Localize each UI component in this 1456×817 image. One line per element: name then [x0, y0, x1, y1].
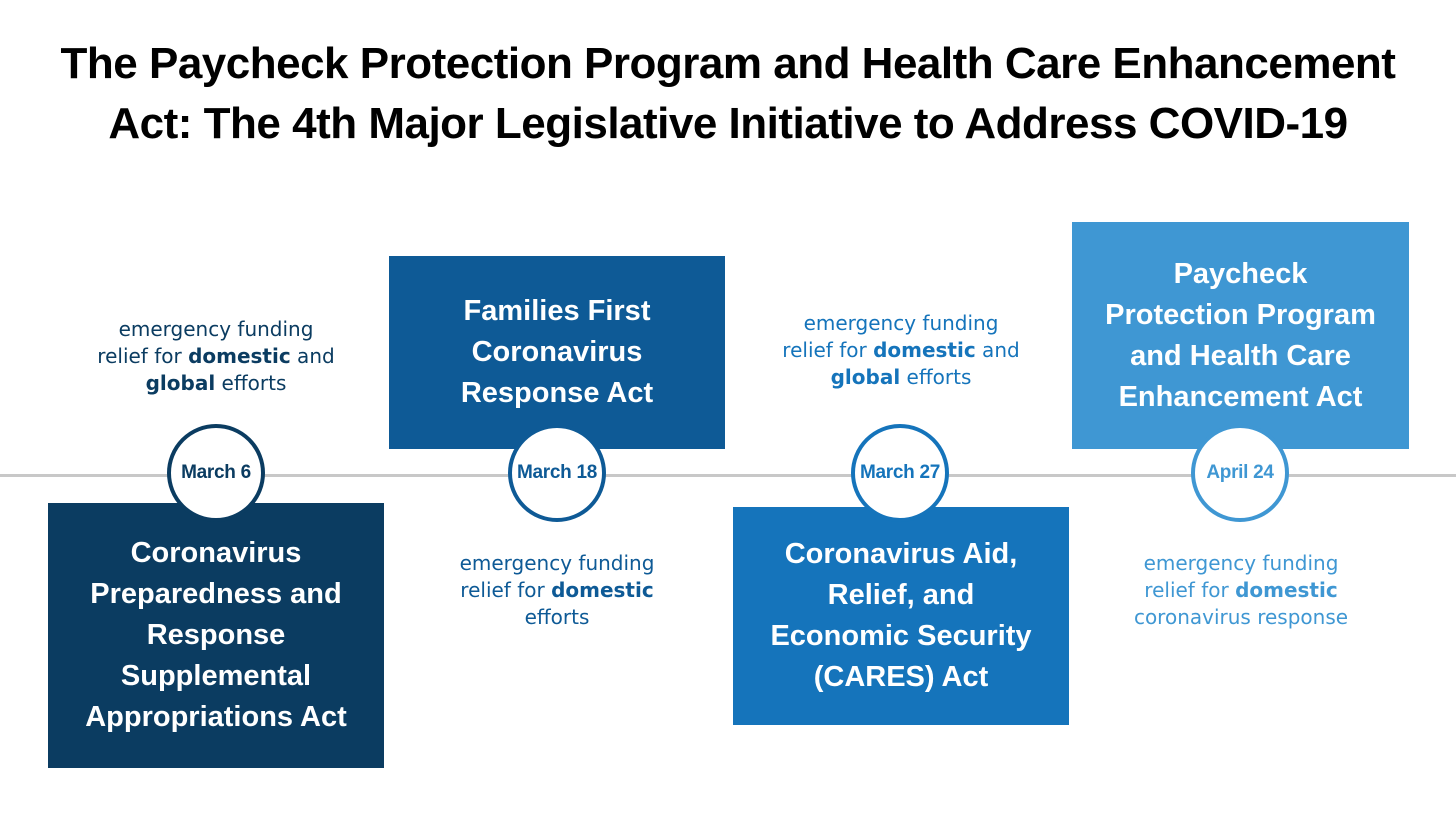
description-text: efforts: [215, 371, 287, 395]
act-box: [389, 256, 725, 449]
description-line: [56, 343, 376, 370]
title-line-1: The Paycheck Protection Program and Health Care Enhancement: [60, 39, 1396, 88]
description-line: [397, 577, 717, 604]
page-title: [0, 34, 1456, 154]
date-circle: [508, 424, 606, 522]
title-line-2: Act: The 4th Major Legislative Initiative to Address COVID-19: [108, 99, 1348, 148]
description-text: relief for: [1144, 578, 1236, 602]
act-title: [770, 534, 1031, 698]
event-description: [1081, 550, 1401, 631]
description-line: [1081, 550, 1401, 577]
date-label: April 24: [1206, 462, 1274, 483]
description-line: [741, 337, 1061, 364]
description-text: efforts: [900, 365, 972, 389]
act-title-line: Supplemental: [120, 660, 312, 692]
description-emphasis: global: [145, 371, 216, 395]
date-label: March 18: [517, 462, 597, 483]
date-circle: [167, 424, 265, 522]
act-title-line: Preparedness and: [90, 578, 342, 610]
description-line: [397, 604, 717, 631]
act-title-line: Enhancement Act: [1118, 380, 1363, 413]
date-label: March 6: [181, 462, 251, 483]
description-line: [56, 316, 376, 343]
description-text: coronavirus response: [1133, 605, 1349, 629]
description-text: and: [290, 344, 335, 368]
event-description: [56, 316, 376, 397]
description-line: [56, 370, 376, 397]
act-title-line: (CARES) Act: [813, 661, 989, 693]
act-title: [461, 291, 653, 414]
description-text: relief for: [97, 344, 189, 368]
description-text: emergency funding: [459, 551, 655, 575]
description-text: emergency funding: [803, 311, 999, 335]
act-title-line: Protection Program: [1105, 298, 1376, 331]
description-emphasis: domestic: [188, 344, 291, 368]
act-title-line: Coronavirus: [130, 537, 302, 569]
description-emphasis: domestic: [551, 578, 654, 602]
act-box: [48, 503, 384, 768]
description-line: [741, 364, 1061, 391]
description-line: [741, 310, 1061, 337]
act-title: [1105, 254, 1376, 418]
description-line: [1081, 604, 1401, 631]
description-emphasis: domestic: [873, 338, 976, 362]
date-label: March 27: [860, 462, 940, 483]
act-title-line: Response: [146, 619, 286, 651]
description-text: efforts: [524, 605, 590, 629]
act-title-line: and Health Care: [1130, 339, 1351, 372]
event-description: [741, 310, 1061, 391]
description-emphasis: domestic: [1235, 578, 1338, 602]
act-title-line: Coronavirus: [471, 336, 643, 368]
act-title-line: Coronavirus Aid,: [784, 538, 1018, 570]
description-line: [1081, 577, 1401, 604]
act-title: [85, 533, 347, 738]
act-box: [733, 507, 1069, 725]
event-description: [397, 550, 717, 631]
act-box: [1072, 222, 1409, 449]
description-text: and: [975, 338, 1020, 362]
act-title-line: Paycheck: [1173, 257, 1308, 290]
act-title-line: Economic Security: [770, 620, 1032, 652]
description-text: emergency funding: [1143, 551, 1339, 575]
date-circle: [851, 424, 949, 522]
description-text: relief for: [782, 338, 874, 362]
act-title-line: Response Act: [460, 377, 654, 409]
description-line: [397, 550, 717, 577]
description-text: emergency funding: [118, 317, 314, 341]
act-title-line: Relief, and: [827, 579, 975, 611]
act-title-line: Appropriations Act: [85, 701, 347, 733]
description-emphasis: global: [830, 365, 901, 389]
description-text: relief for: [460, 578, 552, 602]
date-circle: [1191, 424, 1289, 522]
act-title-line: Families First: [463, 295, 651, 327]
